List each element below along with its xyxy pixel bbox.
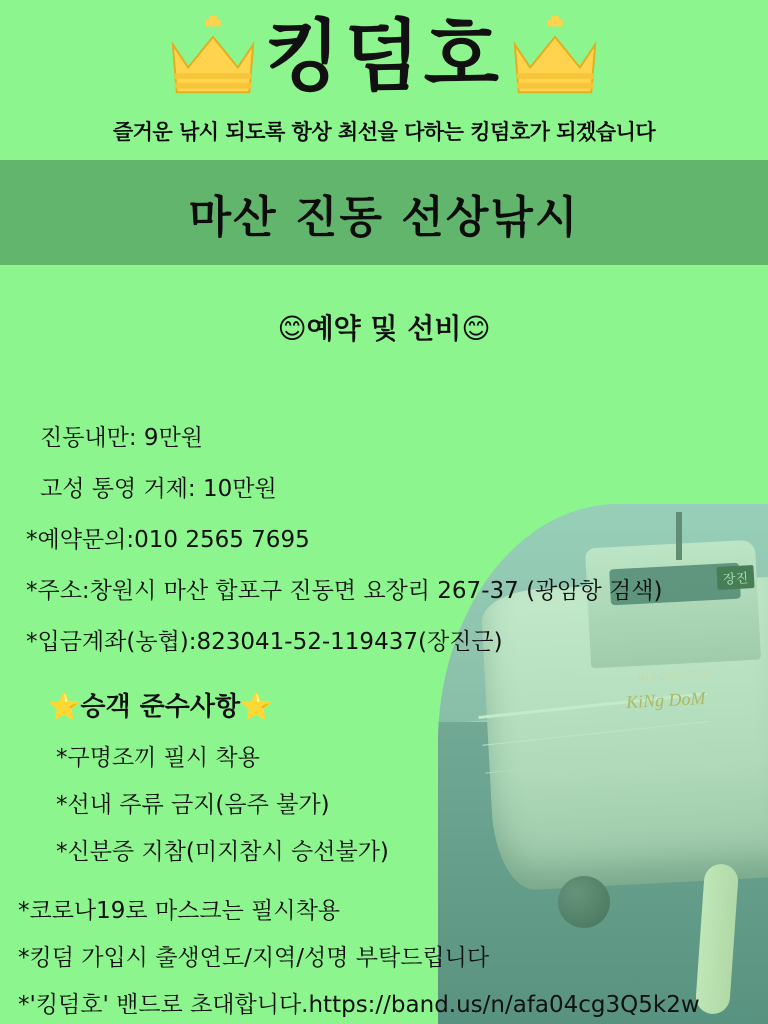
photo-sign-text: 장진 bbox=[716, 565, 754, 590]
account-line: *입금계좌(농협):823041-52-119437(장진근) bbox=[26, 629, 503, 655]
headline-band bbox=[0, 160, 768, 265]
rules-list bbox=[0, 739, 768, 866]
notes-list bbox=[0, 892, 768, 1019]
crown-icon bbox=[507, 14, 603, 100]
price-item: 고성 통영 거제: 10만원 bbox=[40, 476, 277, 502]
crown-icon bbox=[165, 14, 261, 100]
poster-header bbox=[0, 0, 768, 146]
info-block bbox=[0, 419, 768, 656]
photo-boat-phone: 010-2565-7695 bbox=[637, 668, 713, 684]
band-link-note[interactable]: *'킹덤호' 밴드로 초대합니다.https://band.us/n/afa04cg3Q5k2w bbox=[18, 992, 700, 1018]
price-item: 진동내만: 9만원 bbox=[40, 425, 204, 451]
phone-line: *예약문의:010 2565 7695 bbox=[26, 527, 310, 553]
headline-text: 마산 진동 선상낚시 bbox=[188, 191, 580, 243]
address-line: *주소:창원시 마산 합포구 진동면 요장리 267-37 (광암항 검색) bbox=[26, 578, 663, 604]
page-title: 킹덤호 bbox=[264, 12, 504, 102]
list-item: *구명조끼 필시 착용 bbox=[56, 745, 260, 771]
photo-boat-name: KiNg DoM bbox=[625, 687, 707, 713]
reservation-heading: 😊예약 및 선비😊 bbox=[277, 312, 491, 345]
title-row bbox=[0, 14, 768, 100]
note-item: *킹덤 가입시 출생연도/지역/성명 부탁드립니다 bbox=[18, 945, 490, 971]
page-subtitle: 즐거운 낚시 되도록 항상 최선을 다하는 킹덤호가 되겠습니다 bbox=[112, 120, 656, 144]
note-item: *코로나19로 마스크는 필시착용 bbox=[18, 898, 341, 924]
list-item: *선내 주류 금지(음주 불가) bbox=[56, 792, 330, 818]
rules-title: ⭐승객 준수사항⭐ bbox=[48, 692, 273, 722]
list-item: *신분증 지참(미지참시 승선불가) bbox=[56, 839, 389, 865]
